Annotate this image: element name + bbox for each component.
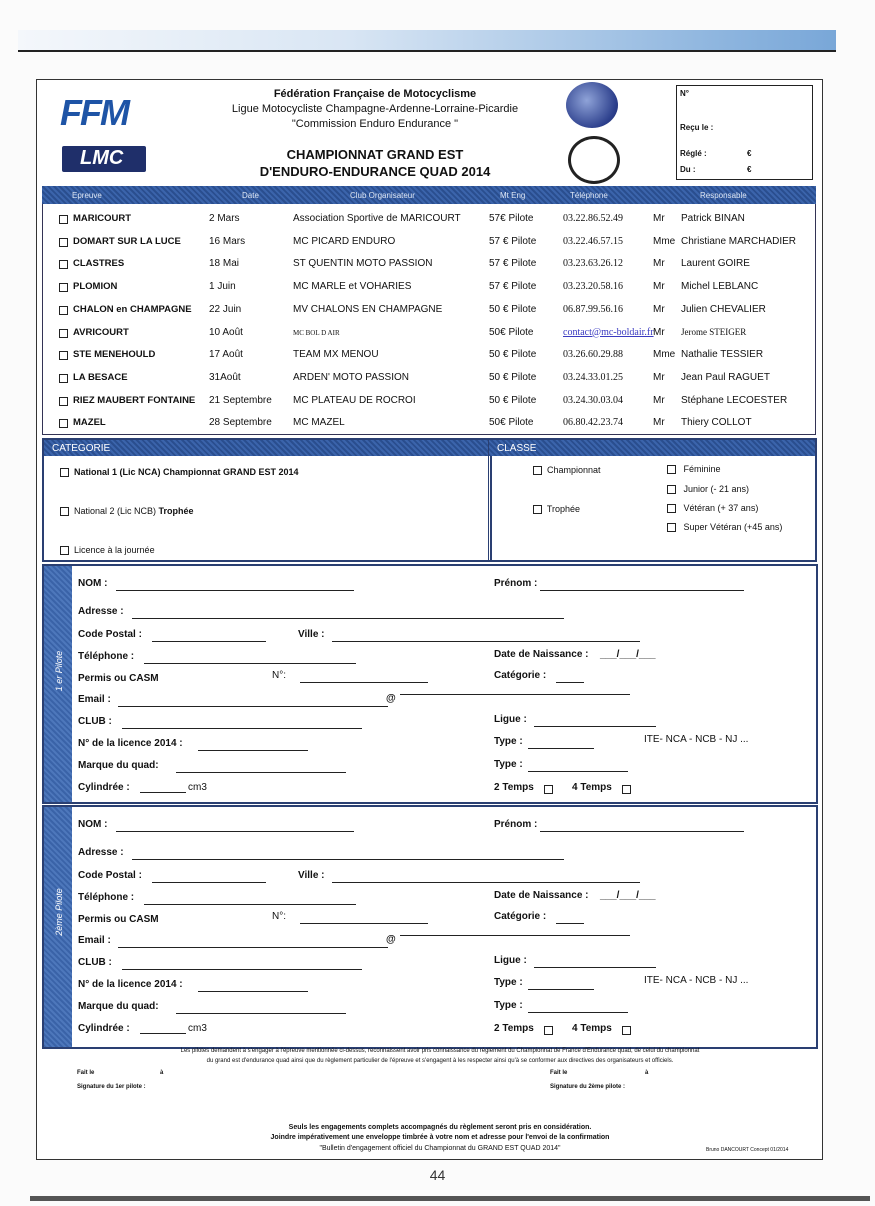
- code-postal-field[interactable]: [152, 882, 266, 883]
- type-2-label: Type :: [494, 759, 523, 770]
- pilot-1-date-label: Fait le: [77, 1070, 95, 1076]
- numero-field[interactable]: [300, 923, 428, 924]
- pilot-1-label: 1 er Pilote: [54, 650, 64, 692]
- ufolep-logo: [566, 82, 618, 128]
- classe-championnat[interactable]: Championnat: [533, 465, 601, 475]
- checkbox-icon[interactable]: [667, 485, 676, 494]
- cell-event: DOMART SUR LA LUCE: [73, 235, 181, 247]
- cell-club: MC PLATEAU DE ROCROI: [293, 394, 416, 406]
- page-title-1: CHAMPIONNAT GRAND EST: [286, 147, 464, 162]
- cell-fee: 50 € Pilote: [489, 371, 537, 383]
- checkbox-icon[interactable]: [667, 504, 676, 513]
- cell-event: STE MENEHOULD: [73, 349, 156, 361]
- checkbox-icon[interactable]: [667, 465, 676, 474]
- checkbox-icon[interactable]: [60, 507, 69, 516]
- cell-person: Thiery COLLOT: [681, 417, 752, 429]
- cell-phone: 03.22.86.52.49: [563, 213, 623, 224]
- code-postal-label: Code Postal :: [78, 870, 142, 881]
- type-2-field[interactable]: [528, 771, 628, 772]
- email-label: Email :: [78, 935, 111, 946]
- cell-person: Patrick BINAN: [681, 213, 745, 224]
- cell-club: MC PICARD ENDURO: [293, 235, 396, 247]
- prenom-label: Prénom :: [494, 578, 538, 589]
- note-2: Joindre impérativement une enveloppe timbrée à votre nom et adresse pour l'envoi de la confirmation: [270, 1134, 610, 1141]
- checkbox-icon[interactable]: [59, 238, 68, 247]
- cell-phone: 03.23.20.58.16: [563, 281, 623, 293]
- checkbox-icon[interactable]: [59, 374, 68, 383]
- cell-person: Julien CHEVALIER: [681, 303, 766, 315]
- classe-header: CLASSE: [489, 440, 815, 456]
- checkbox-icon[interactable]: [59, 306, 68, 315]
- pilot-1-side-band: [44, 566, 72, 802]
- checkbox-icon[interactable]: [59, 283, 68, 292]
- cell-club: MC MARLE et VOHARIES: [293, 281, 412, 293]
- commission-logo: [568, 136, 620, 184]
- categorie-label: Catégorie :: [494, 911, 547, 922]
- col-club: Club Organisateur: [350, 191, 415, 200]
- checkbox-icon[interactable]: [59, 329, 68, 338]
- adresse-field[interactable]: [132, 618, 564, 619]
- cell-title: Mr: [653, 371, 665, 383]
- cell-phone: 03.24.30.03.04: [563, 394, 623, 406]
- cell-fee: 57 € Pilote: [489, 258, 537, 270]
- top-color-band: [18, 30, 836, 50]
- checkbox-icon[interactable]: [59, 215, 68, 224]
- email-field[interactable]: [118, 706, 388, 707]
- league-name: Ligue Motocycliste Champagne-Ardenne-Lorraine-Picardie: [231, 103, 519, 115]
- cell-title: Mr: [653, 303, 665, 315]
- club-label: CLUB :: [78, 957, 112, 968]
- checkbox-icon[interactable]: [60, 546, 69, 555]
- checkbox-icon[interactable]: [59, 351, 68, 360]
- ligue-field[interactable]: [534, 726, 656, 727]
- checkbox-icon[interactable]: [60, 468, 69, 477]
- table-row: [43, 298, 815, 320]
- cell-date: 28 Septembre: [209, 417, 272, 429]
- bottom-rule: [30, 1196, 870, 1201]
- prenom-label: Prénom :: [494, 819, 538, 830]
- table-row: [43, 207, 815, 229]
- page-number: 44: [429, 1167, 446, 1183]
- pilot-2-side-band: [44, 807, 72, 1047]
- table-row: [43, 230, 815, 252]
- marque-field[interactable]: [176, 1013, 346, 1014]
- permis-label: Permis ou CASM: [78, 673, 159, 684]
- cell-event: CHALON en CHAMPAGNE: [73, 303, 192, 315]
- cell-fee: 50 € Pilote: [489, 394, 537, 406]
- org-name: Fédération Française de Motocyclisme: [273, 88, 477, 100]
- col-epreuve: Epreuve: [72, 191, 102, 200]
- col-fee: Mt Eng: [500, 191, 526, 200]
- receipt-paid: Réglé :: [680, 149, 707, 158]
- cell-event: AVRICOURT: [73, 326, 129, 338]
- numero-label: N°:: [272, 670, 286, 681]
- pilot-1-section: [42, 564, 818, 804]
- categorie-option-1[interactable]: National 1 (Lic NCA) Championnat GRAND EST 2014: [60, 467, 299, 477]
- cell-fee: 57 € Pilote: [489, 281, 537, 293]
- classe-veteran[interactable]: Vétéran (+ 37 ans): [667, 503, 758, 513]
- categorie-option-3[interactable]: Licence à la journée: [60, 545, 155, 555]
- ville-label: Ville :: [298, 629, 325, 640]
- cell-phone: 06.87.99.56.16: [563, 303, 623, 315]
- type-options: ITE- NCA - NCB - NJ ...: [644, 734, 749, 745]
- pilot-2-label: 2ème Pilote: [54, 888, 64, 936]
- type-1-label: Type :: [494, 736, 523, 747]
- cell-person: Michel LEBLANC: [681, 281, 759, 293]
- numero-label: N°:: [272, 911, 286, 922]
- table-row: [43, 411, 815, 433]
- cell-club: MC MAZEL: [293, 417, 345, 429]
- email-at-sign: @: [386, 934, 396, 945]
- four-stroke-checkbox[interactable]: [622, 1026, 631, 1035]
- cell-phone: 03.26.60.29.88: [563, 349, 623, 361]
- type-1-label: Type :: [494, 977, 523, 988]
- cell-date: 22 Juin: [209, 303, 242, 315]
- licence-label: N° de la licence 2014 :: [78, 738, 183, 749]
- lmc-logo: LMC: [62, 146, 146, 172]
- nom-field[interactable]: [116, 590, 354, 591]
- cell-person: Laurent GOIRE: [681, 258, 750, 270]
- receipt-euro-2: €: [747, 165, 752, 174]
- marque-field[interactable]: [176, 772, 346, 773]
- two-stroke-checkbox[interactable]: [544, 785, 553, 794]
- date-naissance-field[interactable]: ___/___/___: [600, 649, 656, 660]
- nom-label: NOM :: [78, 578, 108, 589]
- table-row: [43, 321, 815, 343]
- classe-super-veteran[interactable]: Super Vétéran (+45 ans): [667, 522, 782, 532]
- cell-event: MAZEL: [73, 417, 106, 429]
- cell-fee: 50 € Pilote: [489, 303, 537, 315]
- categorie-field[interactable]: [556, 923, 584, 924]
- cell-title: Mr: [653, 394, 665, 406]
- email-domain-field[interactable]: [400, 694, 630, 695]
- cell-fee: 57 € Pilote: [489, 235, 537, 247]
- table-row: [43, 366, 815, 388]
- four-stroke-label: 4 Temps: [572, 1023, 612, 1034]
- cell-date: 21 Septembre: [209, 394, 272, 406]
- cylindree-field[interactable]: [140, 792, 186, 793]
- cell-club: MV CHALONS EN CHAMPAGNE: [293, 303, 443, 315]
- email-label: Email :: [78, 694, 111, 705]
- checkbox-icon[interactable]: [533, 466, 542, 475]
- date-naissance-field[interactable]: ___/___/___: [600, 890, 656, 901]
- receipt-box: [676, 85, 813, 180]
- cell-date: 10 Août: [209, 326, 243, 338]
- cell-title: Mme: [653, 349, 676, 361]
- checkbox-icon[interactable]: [667, 523, 676, 532]
- checkbox-icon[interactable]: [533, 505, 542, 514]
- date-naissance-label: Date de Naissance :: [494, 649, 589, 660]
- categorie-header: CATEGORIE: [44, 440, 490, 456]
- checkbox-icon[interactable]: [59, 397, 68, 406]
- cell-title: Mr: [653, 417, 665, 429]
- cm3-unit: cm3: [188, 782, 207, 793]
- cell-phone[interactable]: contact@mc-boldair.fr: [563, 326, 654, 338]
- ffm-logo: FFM: [60, 92, 128, 133]
- adresse-field[interactable]: [132, 859, 564, 860]
- cell-club: TEAM MX MENOU: [293, 349, 379, 361]
- nom-label: NOM :: [78, 819, 108, 830]
- ligue-label: Ligue :: [494, 714, 527, 725]
- cell-date: 16 Mars: [209, 235, 246, 247]
- cm3-unit: cm3: [188, 1023, 207, 1034]
- checkbox-icon[interactable]: [59, 260, 68, 269]
- marque-label: Marque du quad:: [78, 760, 159, 771]
- type-1-field[interactable]: [528, 989, 594, 990]
- pilot-2-section: [42, 805, 818, 1049]
- email-domain-field[interactable]: [400, 935, 630, 936]
- ville-field[interactable]: [332, 641, 640, 642]
- cell-person: Nathalie TESSIER: [681, 349, 764, 361]
- cell-club: ST QUENTIN MOTO PASSION: [293, 258, 433, 270]
- cell-event: CLASTRES: [73, 258, 125, 270]
- receipt-received: Reçu le :: [680, 123, 714, 132]
- type-2-label: Type :: [494, 1000, 523, 1011]
- categorie-label: Catégorie :: [494, 670, 547, 681]
- table-row: [43, 389, 815, 411]
- ligue-field[interactable]: [534, 967, 656, 968]
- telephone-field[interactable]: [144, 904, 356, 905]
- commission-name: "Commission Enduro Endurance ": [291, 118, 459, 130]
- ville-field[interactable]: [332, 882, 640, 883]
- table-row: [43, 275, 815, 297]
- cell-fee: 50€ Pilote: [489, 326, 534, 338]
- ville-label: Ville :: [298, 870, 325, 881]
- email-field[interactable]: [118, 947, 388, 948]
- col-phone: Téléphone: [570, 191, 608, 200]
- cell-person: Jean Paul RAGUET: [681, 371, 770, 383]
- club-field[interactable]: [122, 728, 362, 729]
- cell-title: Mr: [653, 326, 665, 338]
- cell-title: Mme: [653, 235, 676, 247]
- top-rule: [18, 50, 836, 52]
- cell-event: PLOMION: [73, 281, 118, 293]
- cell-date: 17 Août: [209, 349, 243, 361]
- permis-label: Permis ou CASM: [78, 914, 159, 925]
- note-1: Seuls les engagements complets accompagnés du règlement seront pris en considération.: [288, 1124, 592, 1131]
- cylindree-label: Cylindrée :: [78, 782, 130, 793]
- cell-date: 1 Juin: [209, 281, 236, 293]
- cell-club: ARDEN' MOTO PASSION: [293, 371, 410, 383]
- cell-event: MARICOURT: [73, 213, 132, 224]
- categorie-option-2[interactable]: National 2 (Lic NCB) Trophée: [60, 506, 194, 516]
- classe-box: [488, 438, 817, 562]
- two-stroke-label: 2 Temps: [494, 1023, 534, 1034]
- categorie-box: [42, 438, 492, 562]
- note-3: "Bulletin d'engagement officiel du Championnat du GRAND EST QUAD 2014": [319, 1145, 561, 1152]
- telephone-label: Téléphone :: [78, 651, 135, 662]
- four-stroke-checkbox[interactable]: [622, 785, 631, 794]
- page-title-2: D'ENDURO-ENDURANCE QUAD 2014: [259, 164, 491, 179]
- pilot-1-place-label: à: [160, 1070, 164, 1076]
- cell-person: Christiane MARCHADIER: [681, 235, 797, 247]
- cell-fee: 50 € Pilote: [489, 349, 537, 361]
- email-at-sign: @: [386, 693, 396, 704]
- adresse-label: Adresse :: [78, 606, 124, 617]
- cell-date: 31Août: [209, 371, 241, 383]
- date-naissance-label: Date de Naissance :: [494, 890, 589, 901]
- cell-fee: 50€ Pilote: [489, 417, 534, 429]
- type-2-field[interactable]: [528, 1012, 628, 1013]
- col-date: Date: [242, 191, 259, 200]
- categorie-field[interactable]: [556, 682, 584, 683]
- cell-title: Mr: [653, 281, 665, 293]
- type-options: ITE- NCA - NCB - NJ ...: [644, 975, 749, 986]
- col-responsable: Responsable: [700, 191, 747, 200]
- prenom-field[interactable]: [540, 831, 744, 832]
- cell-phone: 03.22.46.57.15: [563, 235, 623, 247]
- cell-title: Mr: [653, 258, 665, 270]
- cell-date: 18 Mai: [209, 258, 240, 270]
- receipt-euro-1: €: [747, 149, 752, 158]
- cell-person: Jerome STEIGER: [681, 326, 747, 337]
- marque-label: Marque du quad:: [78, 1001, 159, 1012]
- code-postal-label: Code Postal :: [78, 629, 142, 640]
- cell-person: Stéphane LECOESTER: [681, 394, 788, 406]
- pilot-2-signature-label: Signature du 2ème pilote :: [550, 1084, 626, 1090]
- numero-field[interactable]: [300, 682, 428, 683]
- pilot-2-place-label: à: [645, 1070, 649, 1076]
- receipt-from: Du :: [680, 165, 696, 174]
- ligue-label: Ligue :: [494, 955, 527, 966]
- cell-event: RIEZ MAUBERT FONTAINE: [73, 394, 196, 406]
- receipt-number: N°: [680, 89, 689, 98]
- code-postal-field[interactable]: [152, 641, 266, 642]
- cell-date: 2 Mars: [209, 213, 240, 224]
- pilot-1-signature-label: Signature du 1er pilote :: [77, 1084, 146, 1090]
- credit: Bruno DANCOURT Concept 01/2014: [706, 1147, 789, 1153]
- cell-event: LA BESACE: [73, 371, 128, 383]
- table-row: [43, 343, 815, 365]
- telephone-field[interactable]: [144, 663, 356, 664]
- cell-title: Mr: [653, 213, 665, 224]
- events-table-header: [42, 186, 816, 204]
- licence-label: N° de la licence 2014 :: [78, 979, 183, 990]
- cell-phone: 06.80.42.23.74: [563, 417, 623, 429]
- cell-fee: 57€ Pilote: [489, 213, 534, 224]
- cylindree-field[interactable]: [140, 1033, 186, 1034]
- cell-phone: 03.23.63.26.12: [563, 258, 623, 270]
- classe-feminine[interactable]: Féminine: [667, 464, 721, 474]
- prenom-field[interactable]: [540, 590, 744, 591]
- two-stroke-label: 2 Temps: [494, 782, 534, 793]
- type-1-field[interactable]: [528, 748, 594, 749]
- classe-trophee[interactable]: Trophée: [533, 504, 580, 514]
- declaration-line-2: du grand est d'endurance quad ainsi que du règlement particulier de l'épreuve et s'engagent à les respecter ainsi qu'à se conformer aux directives des organisateurs et officiels.: [206, 1058, 674, 1064]
- licence-field[interactable]: [198, 991, 308, 992]
- nom-field[interactable]: [116, 831, 354, 832]
- cell-club: MC BOL D AIR: [293, 328, 340, 337]
- telephone-label: Téléphone :: [78, 892, 135, 903]
- cell-club: Association Sportive de MARICOURT: [293, 213, 461, 224]
- adresse-label: Adresse :: [78, 847, 124, 858]
- four-stroke-label: 4 Temps: [572, 782, 612, 793]
- pilot-2-date-label: Fait le: [550, 1070, 568, 1076]
- declaration-line-1: Les pilotes demandent à s'engager à l'épreuve mentionnée ci-dessus, reconnaissent avoir pris connaissance du règlement du Championnat de France d'Endurance quad, de celui du championnat: [180, 1048, 700, 1054]
- events-table: [42, 204, 816, 435]
- club-label: CLUB :: [78, 716, 112, 727]
- club-field[interactable]: [122, 969, 362, 970]
- table-row: [43, 252, 815, 274]
- licence-field[interactable]: [198, 750, 308, 751]
- two-stroke-checkbox[interactable]: [544, 1026, 553, 1035]
- cylindree-label: Cylindrée :: [78, 1023, 130, 1034]
- classe-junior[interactable]: Junior (- 21 ans): [667, 484, 749, 494]
- checkbox-icon[interactable]: [59, 419, 68, 428]
- cell-phone: 03.24.33.01.25: [563, 371, 623, 383]
